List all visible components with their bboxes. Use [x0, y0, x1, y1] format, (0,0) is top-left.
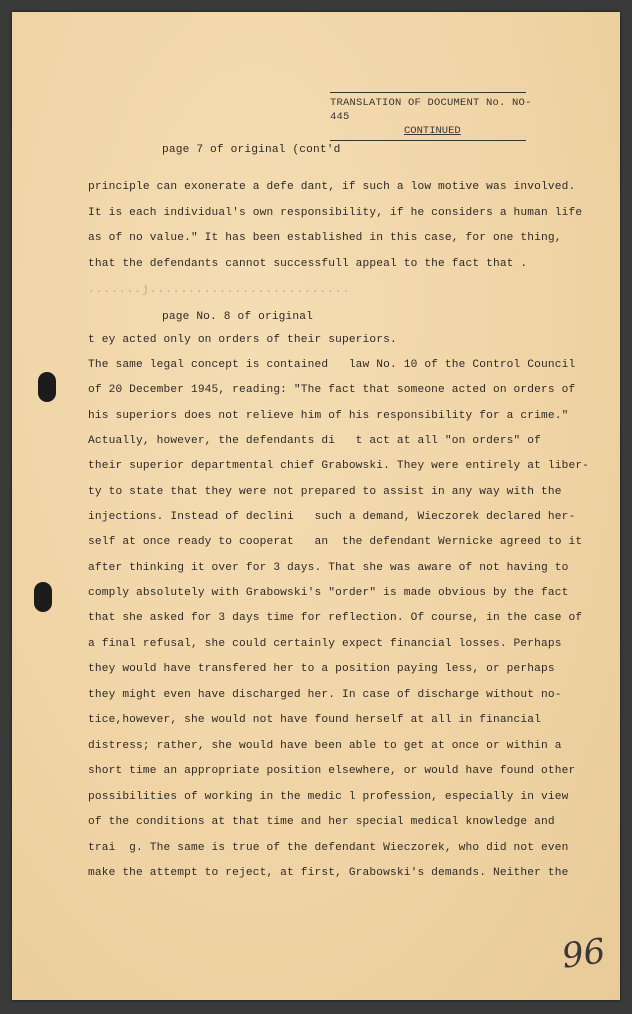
text-line: of the conditions at that time and her special medical knowledge and — [88, 816, 555, 828]
text-line: injections. Instead of declini such a demand, Wieczorek declared her- — [88, 511, 576, 523]
header-bottom-rule — [330, 140, 526, 141]
text-line: that the defendants cannot successfull appeal to the fact that . — [88, 258, 528, 270]
text-line: they might even have discharged her. In case of discharge without no- — [88, 689, 562, 701]
text-line: ty to state that they were not prepared to assist in any way with the — [88, 486, 562, 498]
header-subtitle: CONTINUED — [404, 125, 461, 137]
text-line: short time an appropriate position elsewhere, or would have found other — [88, 765, 576, 777]
binder-hole-top — [38, 372, 56, 402]
text-line: principle can exonerate a defe dant, if such a low motive was involved. — [88, 181, 576, 193]
text-line: t ey acted only on orders of their superiors. — [88, 334, 397, 346]
text-line: as of no value." It has been established in this case, for one thing, — [88, 232, 562, 244]
text-line: after thinking it over for 3 days. That she was aware of not having to — [88, 562, 569, 574]
binder-hole-bottom — [34, 582, 52, 612]
text-line: comply absolutely with Grabowski's "order" is made obvious by the fact — [88, 587, 569, 599]
text-line: his superiors does not relieve him of his responsibility for a crime." — [88, 410, 569, 422]
document-header — [318, 92, 538, 141]
page-marker-original-8: page No. 8 of original — [162, 311, 313, 323]
text-line: distress; rather, she would have been able to get at once or within a — [88, 740, 562, 752]
text-line: of 20 December 1945, reading: "The fact that someone acted on orders of — [88, 384, 576, 396]
text-line: possibilities of working in the medic l profession, especially in view — [88, 791, 569, 803]
text-line: tice,however, she would not have found herself at all in financial — [88, 714, 541, 726]
text-line: make the attempt to reject, at first, Grabowski's demands. Neither the — [88, 867, 569, 879]
illegible-line: .......j.......................... — [88, 284, 351, 296]
header-title: TRANSLATION OF DOCUMENT No. NO-445 — [330, 97, 532, 123]
text-line: trai g. The same is true of the defendant Wieczorek, who did not even — [88, 842, 569, 854]
text-line: their superior departmental chief Grabowski. They were entirely at liber- — [88, 460, 590, 472]
text-line: The same legal concept is contained law No. 10 of the Control Council — [88, 359, 576, 371]
text-line: they would have transfered her to a position paying less, or perhaps — [88, 663, 555, 675]
page-marker-original-7: page 7 of original (cont'd — [162, 144, 341, 156]
text-line: that she asked for 3 days time for reflection. Of course, in the case of — [88, 612, 583, 624]
text-line: Actually, however, the defendants di t act at all "on orders" of — [88, 435, 541, 447]
text-line: a final refusal, she could certainly expect financial losses. Perhaps — [88, 638, 562, 650]
handwritten-page-number: 96 — [559, 931, 608, 977]
text-line: It is each individual's own responsibility, if he considers a human life — [88, 207, 583, 219]
header-top-rule — [330, 92, 526, 93]
text-line: self at once ready to cooperat an the defendant Wernicke agreed to it — [88, 536, 583, 548]
